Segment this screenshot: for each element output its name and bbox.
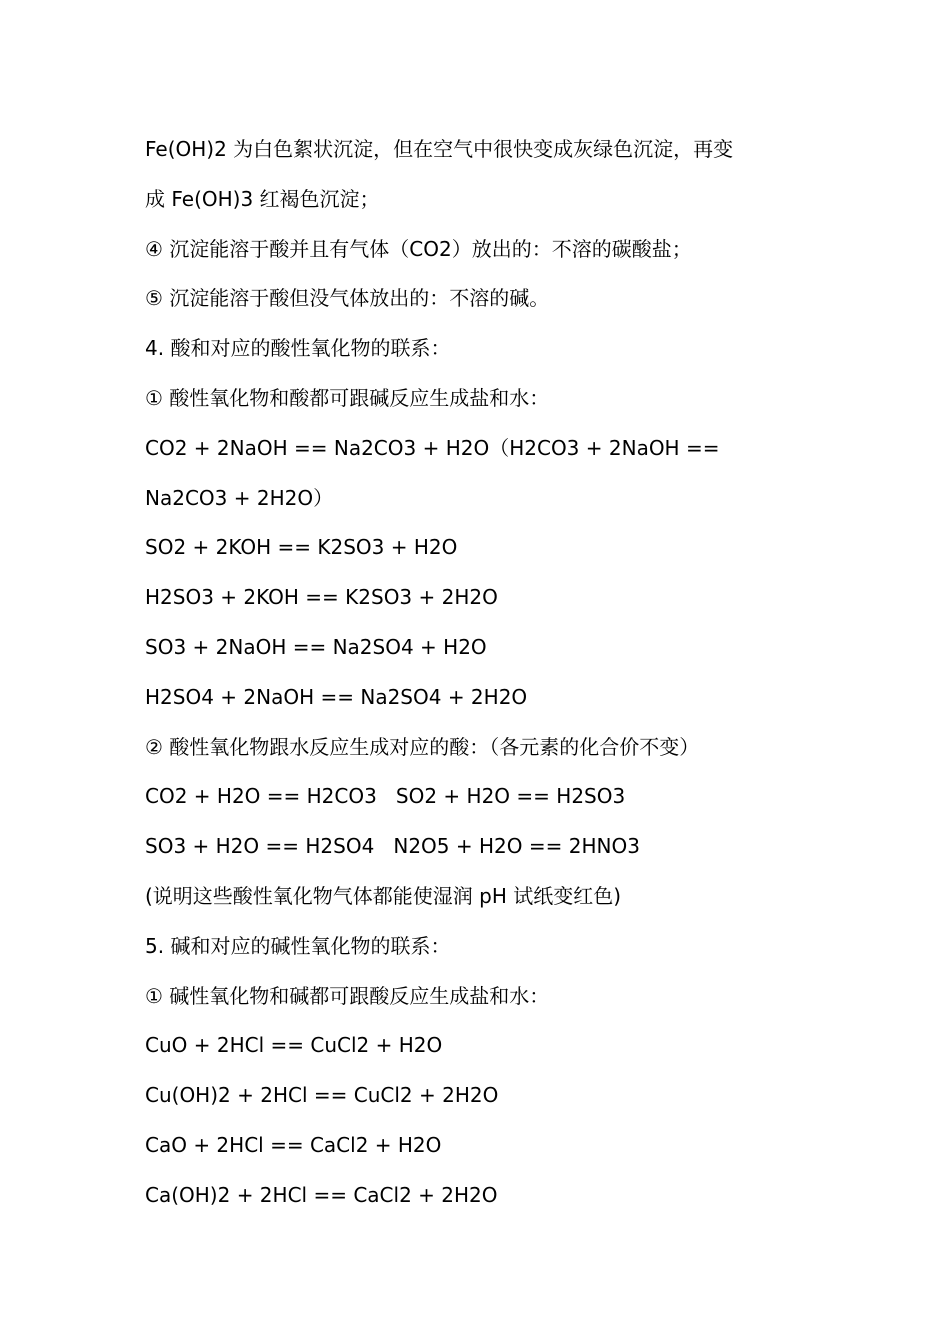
equation-line-h2so4-naoh: H2SO4 + 2NaOH == Na2SO4 + 2H2O <box>145 684 528 709</box>
equation-line-so2-koh: SO2 + 2KOH == K2SO3 + H2O <box>145 535 458 560</box>
equation-line-co2-naoh: CO2 + 2NaOH == Na2CO3 + H2O（H2CO3 + 2NaOH == <box>145 435 720 460</box>
text-line-acid-oxide-rule-2: ② 酸性氧化物跟水反应生成对应的酸：（各元素的化合价不变） <box>145 734 700 759</box>
equation-line-h2so3-koh: H2SO3 + 2KOH == K2SO3 + 2H2O <box>145 585 498 610</box>
text-line-base-oxide-rule-1: ① 碱性氧化物和碱都可跟酸反应生成盐和水： <box>145 983 550 1008</box>
equation-line-co2-so2-water: CO2 + H2O == H2CO3 SO2 + H2O == H2SO3 <box>145 784 626 809</box>
text-line-ph-note: (说明这些酸性氧化物气体都能使湿润 pH 试纸变红色) <box>145 883 622 908</box>
equation-line-co2-naoh-cont: Na2CO3 + 2H2O） <box>145 485 334 510</box>
equation-line-caoh2-hcl: Ca(OH)2 + 2HCl == CaCl2 + 2H2O <box>145 1182 498 1207</box>
equation-line-so3-naoh: SO3 + 2NaOH == Na2SO4 + H2O <box>145 634 487 659</box>
text-line-base-precipitate: ⑤ 沉淀能溶于酸但没气体放出的：不溶的碱。 <box>145 286 550 311</box>
text-line-acid-oxide-rule-1: ① 酸性氧化物和酸都可跟碱反应生成盐和水： <box>145 385 550 410</box>
text-line-fe-oh3-description: 成 Fe(OH)3 红褐色沉淀； <box>145 186 380 211</box>
section-heading-acid-oxides: 4. 酸和对应的酸性氧化物的联系： <box>145 336 451 361</box>
equation-line-so3-n2o5-water: SO3 + H2O == H2SO4 N2O5 + H2O == 2HNO3 <box>145 834 640 859</box>
equation-line-cao-hcl: CaO + 2HCl == CaCl2 + H2O <box>145 1132 442 1157</box>
equation-line-cuo-hcl: CuO + 2HCl == CuCl2 + H2O <box>145 1033 443 1058</box>
section-heading-base-oxides: 5. 碱和对应的碱性氧化物的联系： <box>145 933 451 958</box>
text-line-carbonate-precipitate: ④ 沉淀能溶于酸并且有气体（CO2）放出的：不溶的碳酸盐； <box>145 236 692 261</box>
equation-line-cuoh2-hcl: Cu(OH)2 + 2HCl == CuCl2 + 2H2O <box>145 1083 499 1108</box>
document-body <box>145 125 825 1221</box>
text-line-fe-oh2-description: Fe(OH)2 为白色絮状沉淀，但在空气中很快变成灰绿色沉淀，再变 <box>145 137 734 161</box>
